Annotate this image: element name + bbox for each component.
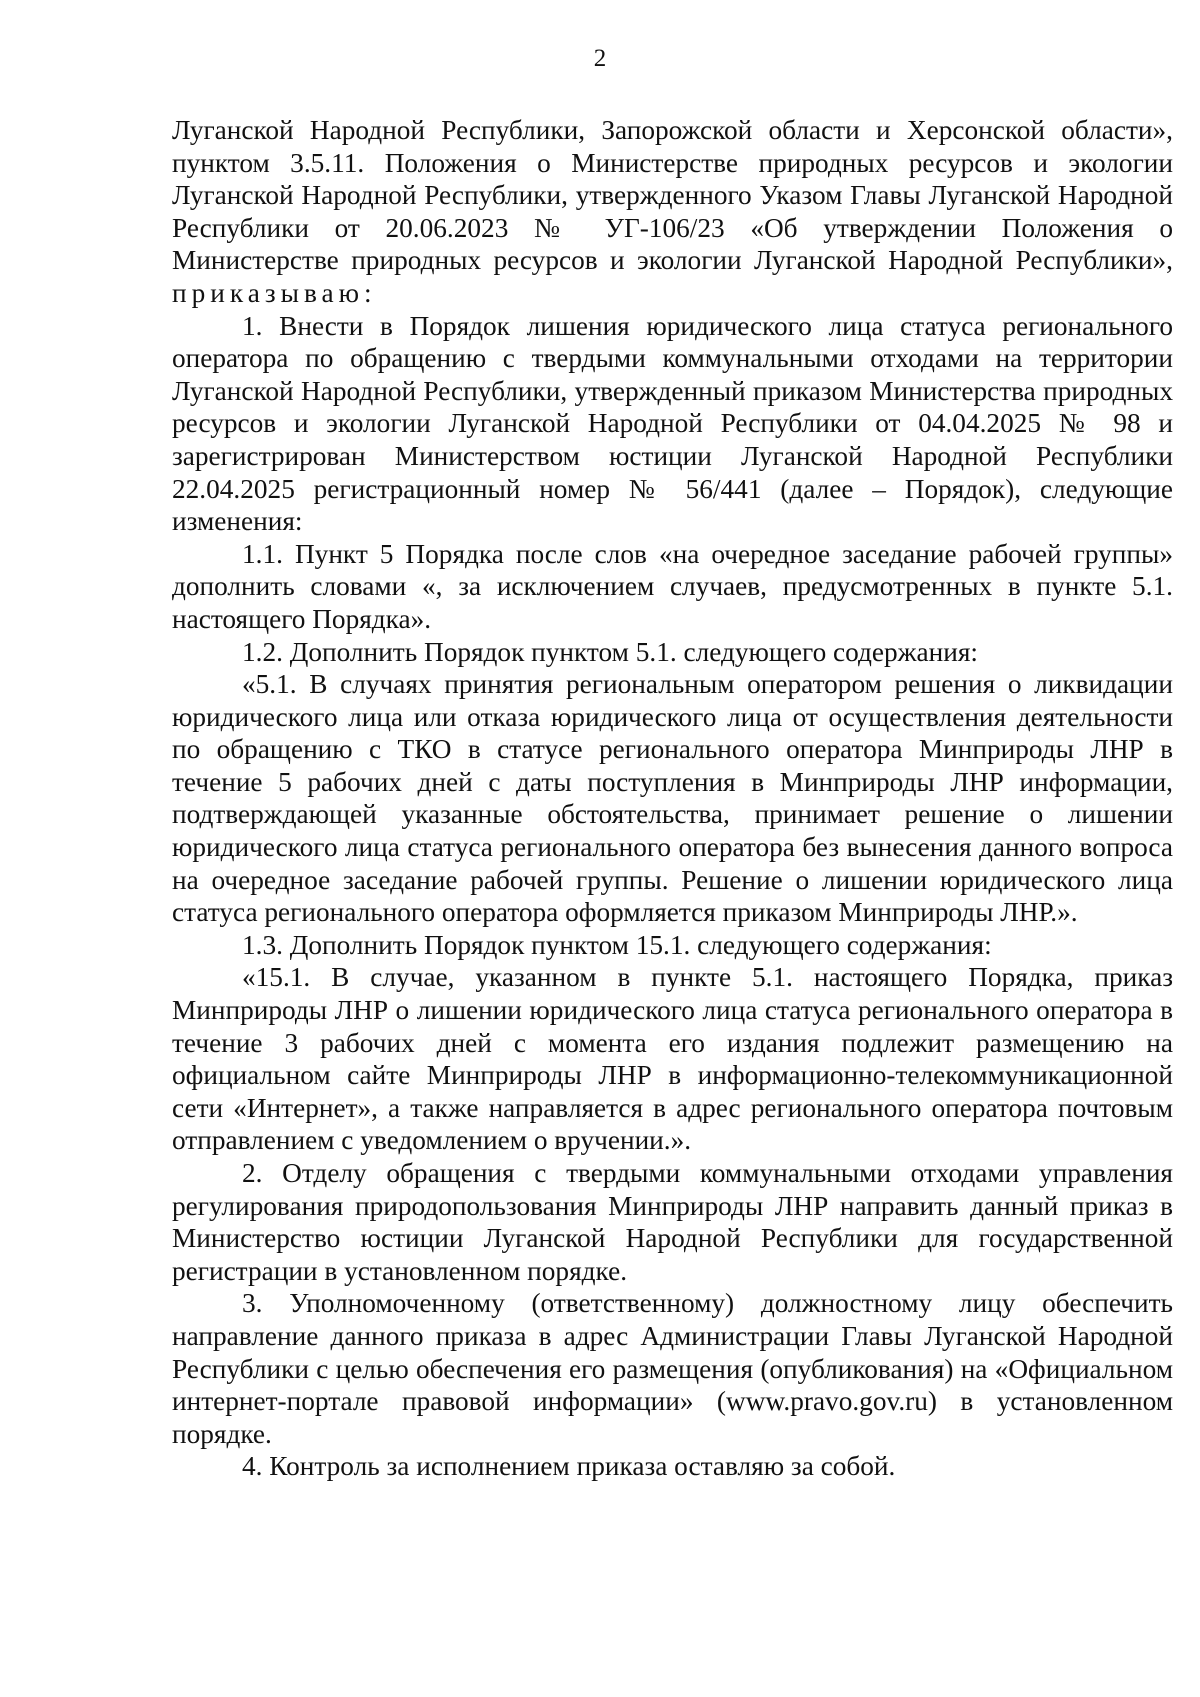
paragraph-item-2: 2. Отделу обращения с твердыми коммунальными отходами управления регулирования природопользования Минприроды ЛНР направить данный приказ в Министерство юстиции Луганской Народной Республики для государственной регистрации в установленном порядке. xyxy=(172,1158,1173,1286)
preamble-paragraph xyxy=(172,114,1173,310)
paragraph-item-1: 1. Внести в Порядок лишения юридического лица статуса регионального оператора по обращению с твердыми коммунальными отходами на территории Луганской Народной Республики, утвержденный приказом Министерства природных ресурсов и экологии Луганской Народной Республики от 04.04.2025 № 98 и зарегистрирован Министерством юстиции Луганской Народной Республики 22.04.2025 регистрационный номер № 56/441 (далее – Порядок), следующие изменения: xyxy=(172,310,1173,537)
paragraph-item-3: 3. Уполномоченному (ответственному) должностному лицу обеспечить направление данного приказа в адрес Администрации Главы Луганской Народной Республики с целью обеспечения его размещения (опубликования) на «Официальном интернет-портале правовой информации» (www.pravo.gov.ru) в установленном порядке. xyxy=(172,1288,1173,1449)
page-number: 2 xyxy=(593,45,607,72)
document-body xyxy=(172,114,1173,1483)
paragraph-item-1-3-quote: «15.1. В случае, указанном в пункте 5.1. настоящего Порядка, приказ Минприроды ЛНР о лишении юридического лица статуса регионального оператора в течение 3 рабочих дней с момента его издания подлежит размещению на официальном сайте Минприроды ЛНР в информационно-телекоммуникационной сети «Интернет», а также направляется в адрес регионального оператора почтовым отправлением с уведомлением о вручении.». xyxy=(172,962,1173,1156)
paragraph-item-1-2-quote: «5.1. В случаях принятия региональным оператором решения о ликвидации юридического лица или отказа юридического лица от осуществления деятельности по обращению с ТКО в статусе регионального оператора Минприроды ЛНР в течение 5 рабочих дней с даты поступления в Минприроды ЛНР информации, подтверждающей указанные обстоятельства, принимает решение о лишении юридического лица статуса регионального оператора без вынесения данного вопроса на очередное заседание рабочей группы. Решение о лишении юридического лица статуса регионального оператора оформляется приказом Минприроды ЛНР.». xyxy=(172,669,1173,928)
paragraph-item-4: 4. Контроль за исполнением приказа оставляю за собой. xyxy=(242,1451,896,1482)
preamble-text: Луганской Народной Республики, Запорожской области и Херсонской области», пунктом 3.5.11. Положения о Министерстве природных ресурсов и экологии Луганской Народной Республики, утвержденного Указом Главы Луганской Народной Республики от 20.06.2023 № УГ-106/23 «Об утверждении Положения о Министерстве природных ресурсов и экологии Луганской Народной Республики», xyxy=(172,115,1173,276)
preamble-tail: : xyxy=(364,277,372,308)
paragraph-item-1-1: 1.1. Пункт 5 Порядка после слов «на очередное заседание рабочей группы» дополнить словами «, за исключением случаев, предусмотренных в пункте 5.1. настоящего Порядка». xyxy=(172,538,1173,634)
paragraph-item-1-3: 1.3. Дополнить Порядок пунктом 15.1. следующего содержания: xyxy=(242,929,992,960)
order-word: приказываю xyxy=(172,277,364,308)
paragraph-item-1-2: 1.2. Дополнить Порядок пунктом 5.1. следующего содержания: xyxy=(242,636,979,667)
